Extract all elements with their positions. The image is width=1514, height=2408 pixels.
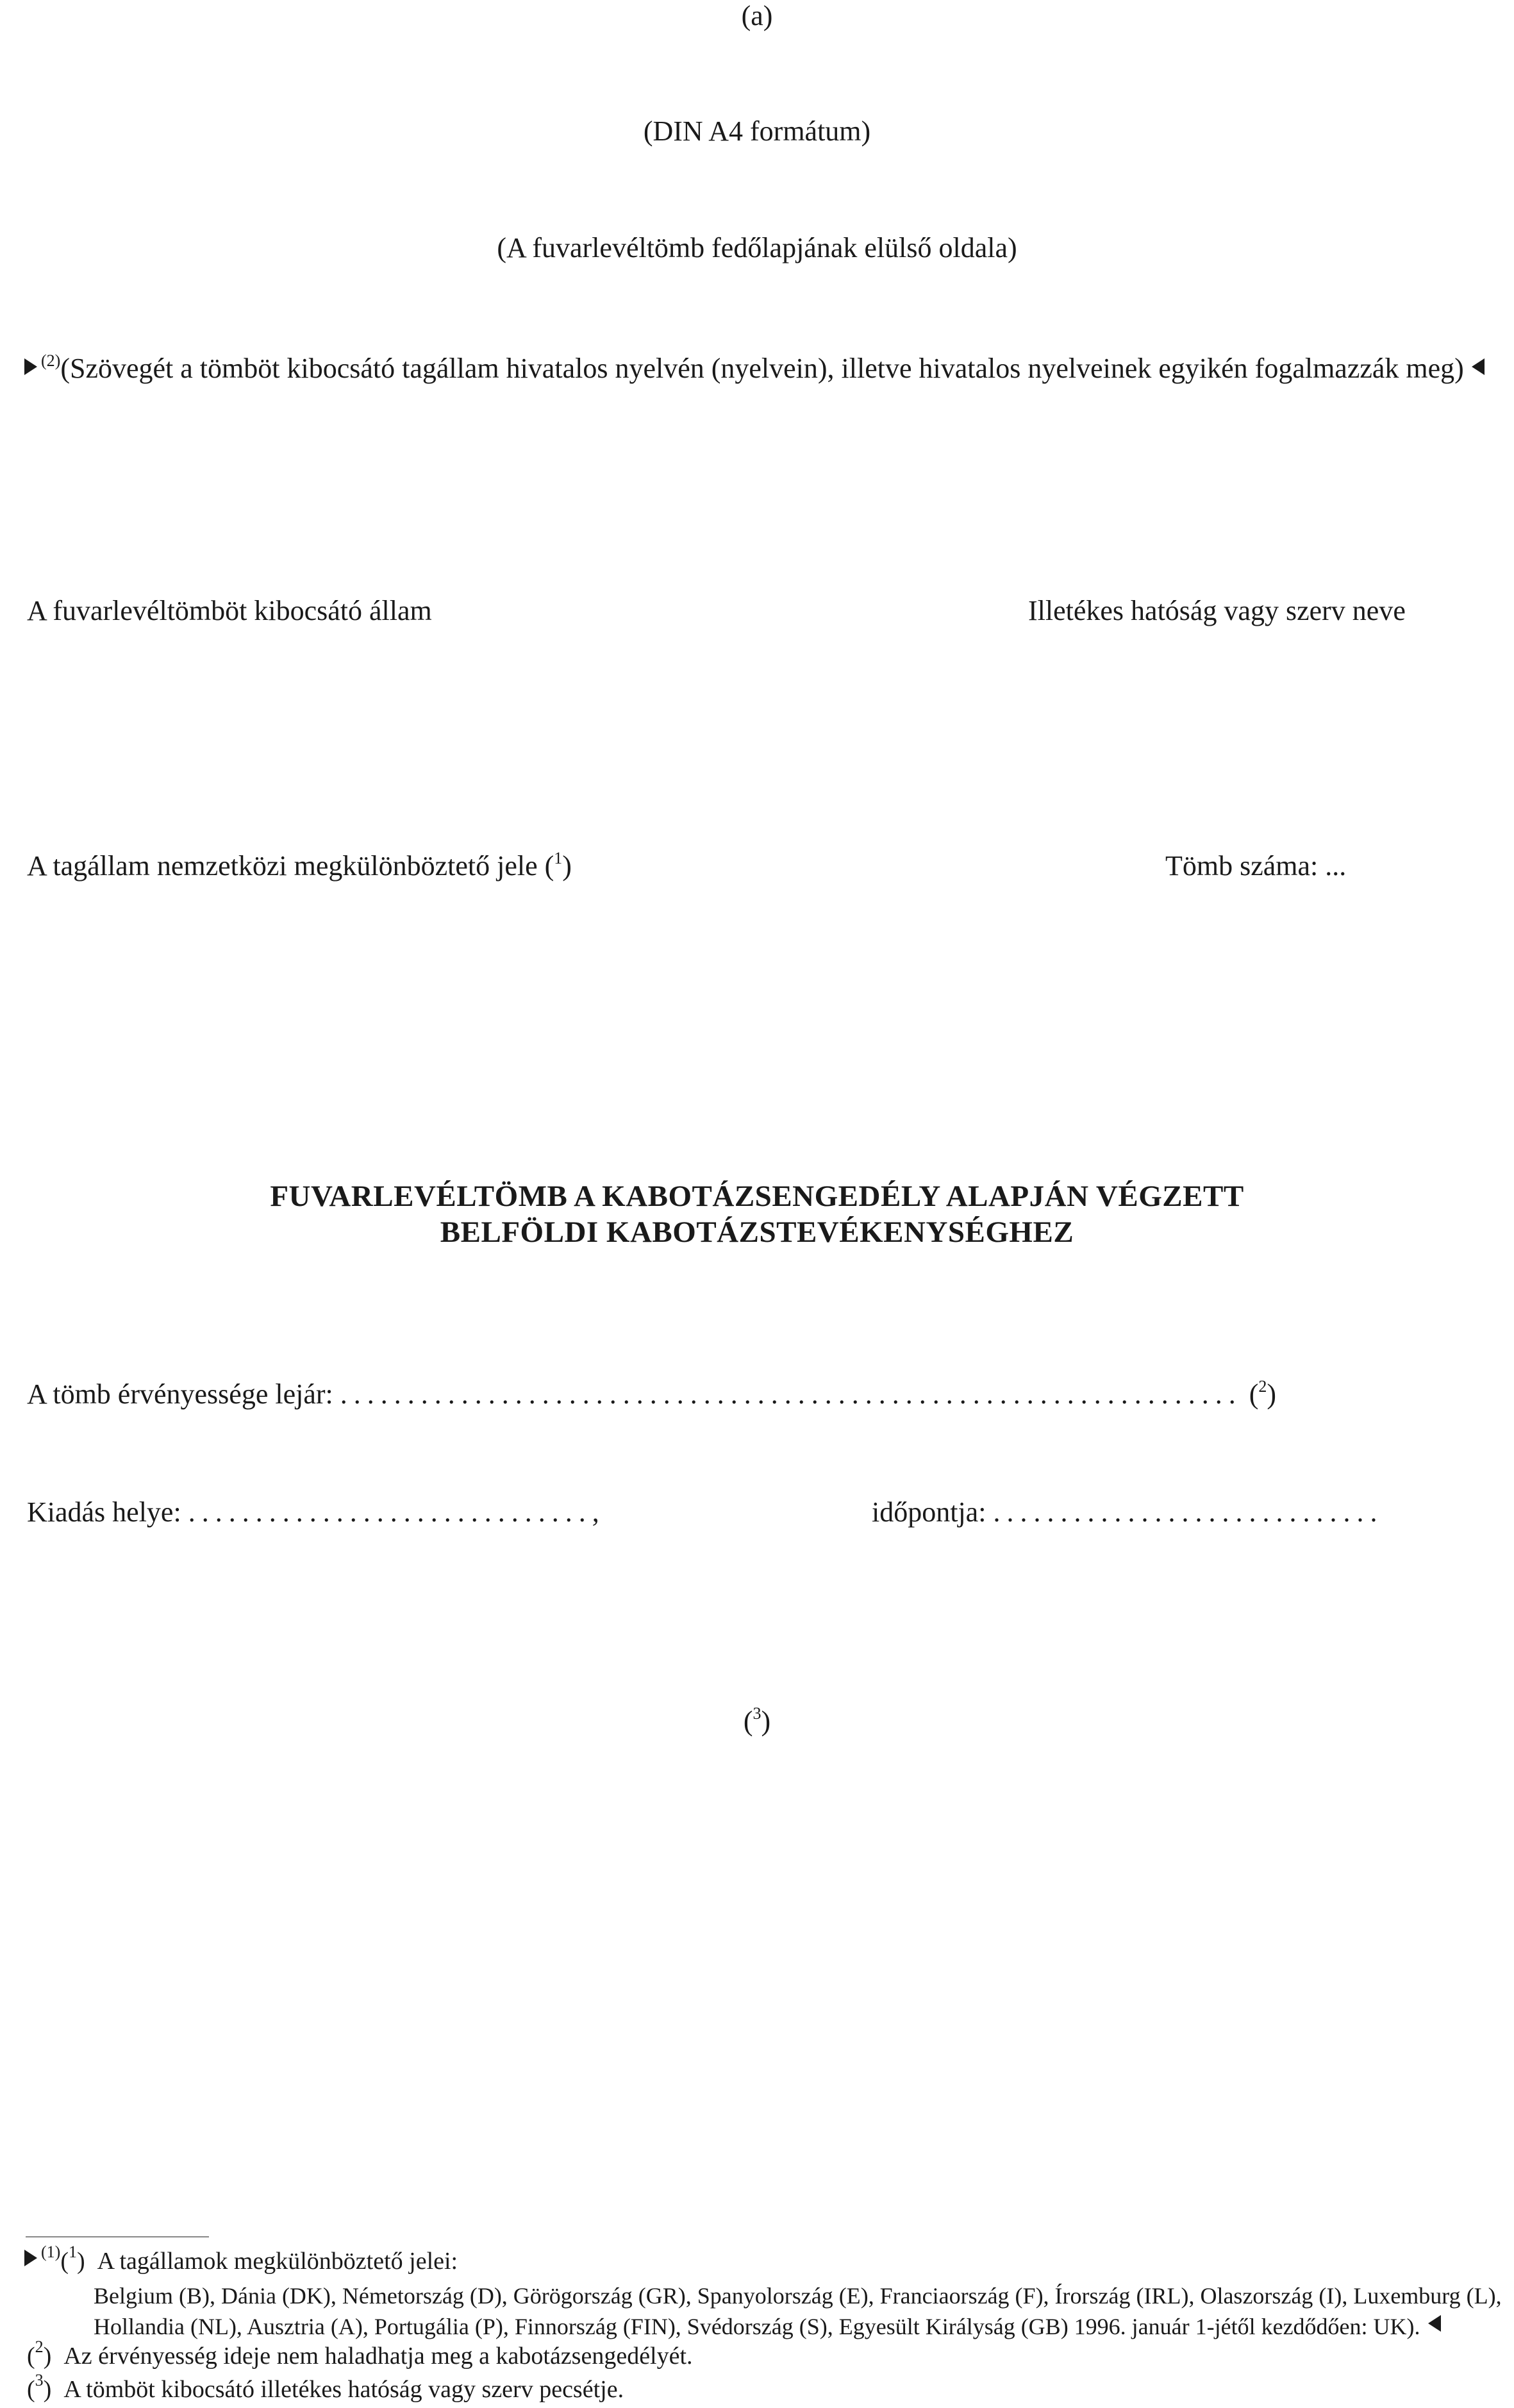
amendment-start-icon xyxy=(24,358,37,375)
place-dots: .............................., xyxy=(188,1496,606,1528)
footnote-2-text: Az érvényesség ideje nem haladhatja meg a kabotázsengedélyét. xyxy=(63,2343,693,2370)
authority-name-label: Illetékes hatóság vagy szerv neve xyxy=(1028,595,1406,626)
footnote-1-line2: Hollandia (NL), Ausztria (A), Portugália (P), Finnország (FIN), Svédország (S), Egyesült Királyság (GB) 1996. január 1-jétől kezdődően: UK). xyxy=(94,2311,1441,2342)
state-mark-text: A tagállam nemzetközi megkülönböztető jele ( xyxy=(27,850,554,882)
label-a: (a) xyxy=(741,0,773,31)
footnote-3-text: A tömböt kibocsátó illetékes hatóság vagy szerv pecsétje. xyxy=(63,2376,624,2403)
language-note-text: (Szövegét a tömböt kibocsátó tagállam hivatalos nyelvén (nyelvein), illetve hivatalos nyelveinek egyikén fogalmazzák meg) xyxy=(60,353,1464,384)
stamp-ref: ($^3$) xyxy=(743,1704,771,1737)
place-label: Kiadás helye: xyxy=(27,1496,181,1528)
footnote-2: ($^2$) Az érvényesség ideje nem haladhatja meg a kabotázsengedélyét. xyxy=(27,2337,693,2370)
document-title-line1: FUVARLEVÉLTÖMB A KABOTÁZSENGEDÉLY ALAPJÁN VÉGZETT xyxy=(270,1180,1244,1213)
validity-line xyxy=(27,1378,1276,1411)
validity-dots: ................................................................... xyxy=(340,1378,1242,1410)
state-mark-label: A tagállam nemzetközi megkülönböztető jele ($^1$) xyxy=(27,849,572,882)
footnote-ref-1: 1 xyxy=(554,849,563,867)
footnote-1-title: A tagállamok megkülönböztető jelei: xyxy=(97,2248,458,2275)
amendment-end-icon xyxy=(1472,358,1485,375)
document-title-line2: BELFÖLDI KABOTÁZSTEVÉKENYSÉGHEZ xyxy=(440,1216,1074,1249)
footnote-1-heading: $^{(1)}$($^1$) A tagállamok megkülönböztető jelei: xyxy=(24,2247,458,2277)
amendment-marker: (2) xyxy=(41,351,61,370)
format-note: (DIN A4 formátum) xyxy=(643,115,871,147)
page-subtitle: (A fuvarlevéltömb fedőlapjának elülső oldala) xyxy=(497,232,1017,263)
date-dots: ............................. xyxy=(993,1496,1384,1528)
amendment-marker: (1) xyxy=(41,2243,61,2261)
date-label: időpontja: xyxy=(872,1496,986,1528)
footnote-separator xyxy=(26,2236,209,2237)
language-note xyxy=(24,353,1485,385)
place-line xyxy=(27,1496,606,1529)
issuing-state-label: A fuvarlevéltömböt kibocsátó állam xyxy=(27,595,432,626)
validity-label: A tömb érvényessége lejár: xyxy=(27,1378,333,1410)
amendment-start-icon xyxy=(24,2250,37,2266)
amendment-end-icon xyxy=(1428,2315,1441,2332)
validity-ref: ($^2$) xyxy=(1249,1377,1277,1410)
date-line xyxy=(872,1496,1383,1529)
footnote-1-line1: Belgium (B), Dánia (DK), Németország (D), Görögország (GR), Spanyolország (E), Franciaország (F), Írország (IRL), Olaszország (I), Luxemburg (L), xyxy=(94,2283,1502,2309)
footnote-3: ($^3$) A tömböt kibocsátó illetékes hatóság vagy szerv pecsétje. xyxy=(27,2371,624,2403)
block-number-label: Tömb száma: ... xyxy=(1165,850,1347,882)
